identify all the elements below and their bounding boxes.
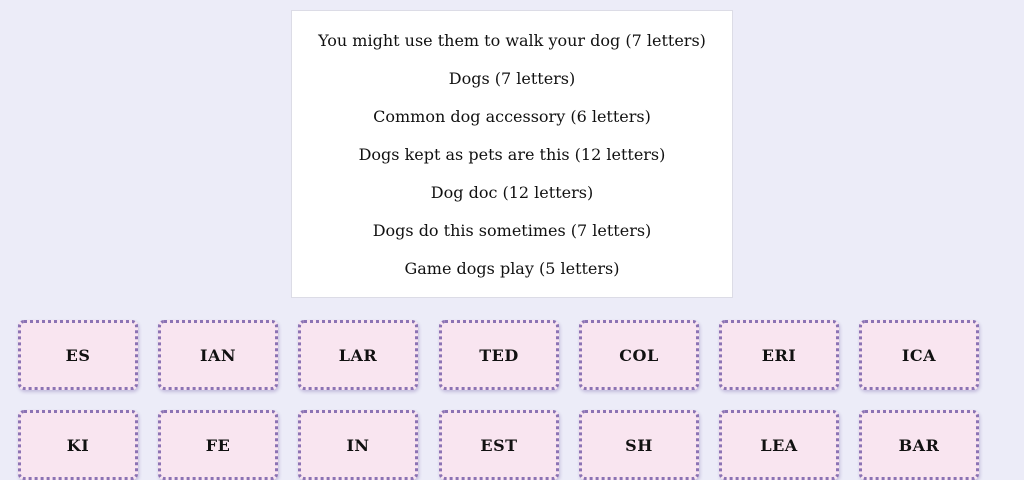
letter-tile[interactable]: TED <box>439 320 559 390</box>
letter-tile[interactable]: FE <box>158 410 278 480</box>
clue-3: Common dog accessory (6 letters) <box>373 107 651 126</box>
letter-tile[interactable]: EST <box>439 410 559 480</box>
clue-6: Dogs do this sometimes (7 letters) <box>372 221 652 240</box>
clue-4: Dogs kept as pets are this (12 letters) <box>358 145 666 164</box>
letter-tile[interactable]: KI <box>18 410 138 480</box>
letter-tile[interactable]: ERI <box>719 320 839 390</box>
letter-tile[interactable]: ES <box>18 320 138 390</box>
clue-2: Dogs (7 letters) <box>448 69 576 88</box>
letter-tile[interactable]: LAR <box>298 320 418 390</box>
letter-tile[interactable]: IN <box>298 410 418 480</box>
letter-tile[interactable]: BAR <box>859 410 979 480</box>
clue-panel <box>291 10 733 298</box>
letter-tile[interactable]: COL <box>579 320 699 390</box>
letter-tile[interactable]: IAN <box>158 320 278 390</box>
letter-tile[interactable]: SH <box>579 410 699 480</box>
clue-1: You might use them to walk your dog (7 letters) <box>318 31 706 50</box>
clue-7: Game dogs play (5 letters) <box>404 259 620 278</box>
letter-tile[interactable]: ICA <box>859 320 979 390</box>
clue-5: Dog doc (12 letters) <box>430 183 594 202</box>
letter-tile[interactable]: LEA <box>719 410 839 480</box>
